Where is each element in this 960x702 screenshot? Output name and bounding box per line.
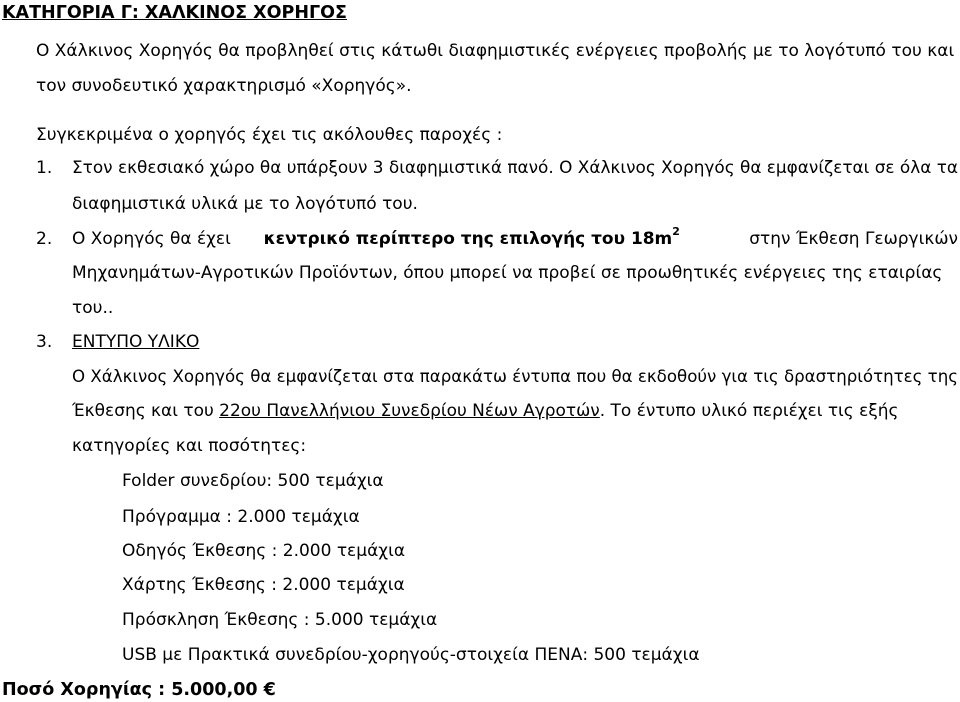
item-2-superscript: 2 bbox=[672, 225, 680, 239]
item-2-bold-booth: κεντρικό περίπτερο της επιλογής του 18m bbox=[263, 229, 673, 249]
material-program: Πρόγραμμα : 2.000 τεμάχια bbox=[122, 507, 360, 527]
item-2-prefix: Ο Χορηγός θα έχει bbox=[72, 229, 231, 249]
material-folder: Folder συνεδρίου: 500 τεμάχια bbox=[122, 471, 384, 491]
item-1-number: 1. bbox=[36, 158, 53, 178]
item-3-line-3: κατηγορίες και ποσότητες: bbox=[72, 436, 307, 456]
item-3-line-2-b: . Το έντυπο υλικό περιέχει τις εξής bbox=[599, 401, 899, 421]
item-3-line-2 bbox=[72, 400, 958, 422]
item-3-heading: ΕΝΤΥΠΟ ΥΛΙΚΟ bbox=[72, 332, 200, 352]
material-guide: Οδηγός Έκθεσης : 2.000 τεμάχια bbox=[122, 541, 406, 561]
item-1-line-2: διαφημιστικά υλικά με το λογότυπό του. bbox=[72, 194, 418, 214]
material-map: Χάρτης Έκθεσης : 2.000 τεμάχια bbox=[122, 575, 405, 595]
sponsorship-amount: Ποσό Χορηγίας : 5.000,00 € bbox=[2, 680, 276, 700]
material-invitation: Πρόσκληση Έκθεσης : 5.000 τεμάχια bbox=[122, 610, 438, 630]
item-3-line-1: Ο Χάλκινος Χορηγός θα εμφανίζεται στα παρακάτω έντυπα που θα εκδοθούν για τις δραστηριότητες της bbox=[72, 367, 958, 387]
material-usb: USB με Πρακτικά συνεδρίου-χορηγούς-στοιχεία ΠΕΝΑ: 500 τεμάχια bbox=[122, 645, 700, 665]
intro-line-1: Ο Χάλκινος Χορηγός θα προβληθεί στις κάτωθι διαφημιστικές ενέργειες προβολής με το λογότυπό του και bbox=[36, 41, 955, 61]
item-2-line-1 bbox=[72, 225, 958, 250]
item-3-line-2-a: Έκθεσης και του bbox=[72, 401, 220, 421]
item-2-line-2: Μηχανημάτων-Αγροτικών Προϊόντων, όπου μπορεί να προβεί σε προωθητικές ενέργειες της εταιρίας bbox=[72, 263, 943, 283]
item-2-number: 2. bbox=[36, 229, 53, 249]
item-2-suffix: στην Έκθεση Γεωργικών bbox=[749, 229, 958, 249]
item-3-number: 3. bbox=[36, 332, 53, 352]
provisions-heading: Συγκεκριμένα ο χορηγός έχει τις ακόλουθες παροχές : bbox=[36, 125, 503, 145]
intro-line-2: τον συνοδευτικό χαρακτηρισμό «Χορηγός». bbox=[36, 76, 412, 96]
item-2-line-3: του.. bbox=[72, 298, 114, 318]
item-1-line-1: Στον εκθεσιακό χώρο θα υπάρξουν 3 διαφημιστικά πανό. Ο Χάλκινος Χορηγός θα εμφανίζεται σε όλα τα bbox=[72, 158, 958, 178]
congress-name-link: 22ου Πανελλήνιου Συνεδρίου Νέων Αγροτών bbox=[219, 401, 600, 421]
section-title: ΚΑΤΗΓΟΡΙΑ Γ: ΧΑΛΚΙΝΟΣ ΧΟΡΗΓΟΣ bbox=[2, 3, 347, 23]
